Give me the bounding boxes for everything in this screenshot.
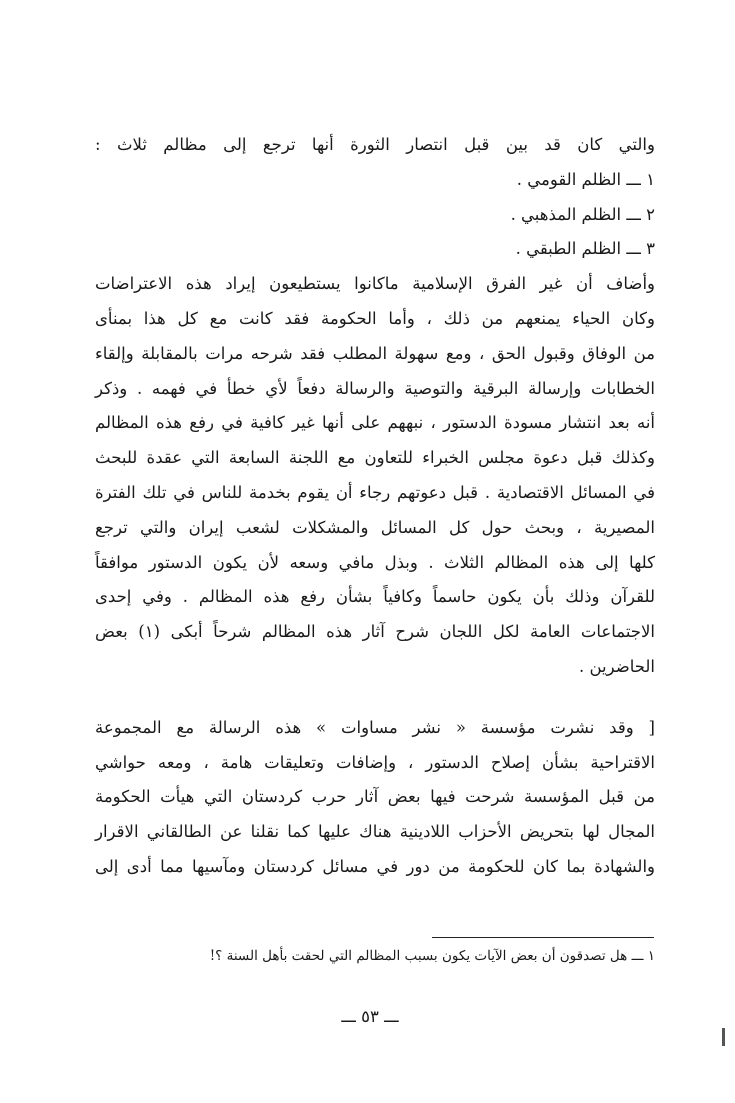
- text-line: وكان الحياء يمنعهم من ذلك ، وأما الحكومة فقد كانت مع كل هذا بمنأى: [95, 308, 655, 328]
- text-line: وأضاف أن غير الفرق الإسلامية ماكانوا يستطيعون إيراد هذه الاعتراضات: [95, 274, 655, 294]
- list-item-3: ٣ ـــ الظلم الطبقي .: [515, 239, 655, 259]
- footnote-divider: [432, 937, 654, 938]
- text-line: كلها إلى هذه المظالم الثلاث . وبذل مافي وسعه لأن يكون الدستور موافقاً: [95, 552, 655, 572]
- page-number: ـــ ٥٣ ـــ: [341, 1007, 399, 1026]
- footnote: ١ ـــ هل تصدقون أن بعض الآيات يكون بسبب المظالم التي لحقت بأهل السنة ؟!: [209, 948, 655, 964]
- text-line: في المسائل الاقتصادية . قبل دعوتهم رجاء أن يقوم بخدمة للناس في تلك الفترة: [95, 482, 655, 502]
- scan-edge-mark: [722, 1028, 725, 1046]
- paragraph-gap: [95, 685, 655, 711]
- text-line: المصيرية ، وبحث حول كل المسائل والمشكلات لشعب إيران والتي ترجع: [95, 517, 655, 537]
- text-line: من قبل المؤسسة شرحت فيها بعض آثار حرب كردستان التي هيأت الحكومة: [95, 787, 655, 807]
- text-line: والشهادة بما كان للحكومة من دور في مسائل كردستان ومآسيها مما أدى إلى: [95, 856, 655, 876]
- text-line: للقرآن وذلك بأن يكون حاسماً وكافياً بشأن رفع هذه المظالم . وفي إحدى: [95, 587, 655, 607]
- text-line: من الوفاق وقبول الحق ، ومع سهولة المطلب فقد شرحه مرات بالمقابلة وإلقاء: [95, 343, 655, 363]
- text-line: [ وقد نشرت مؤسسة « نشر مساوات » هذه الرسالة مع المجموعة: [95, 717, 655, 737]
- text-line: الاجتماعات العامة لكل اللجان شرح آثار هذه المظالم شرحاً أبكى (١) بعض: [95, 622, 656, 642]
- text-line: الاقتراحية بشأن إصلاح الدستور ، وإضافات وتعليقات هامة ، ومعه حواشي: [95, 752, 655, 772]
- body-text: [95, 128, 655, 885]
- text-line: الحاضرين .: [578, 656, 655, 676]
- text-line: المجال لها بتحريض الأحزاب اللادينية هناك عليها كما نقلنا عن الطالقاني الاقرار: [95, 822, 655, 842]
- text-line: والتي كان قد بين قبل انتصار الثورة أنها ترجع إلى مظالم ثلاث :: [95, 135, 655, 154]
- list-item-1: ١ ـــ الظلم القومي .: [516, 169, 655, 189]
- text-line: الخطابات وإرسالة البرقية والتوصية والرسالة دفعاً لأي خطأ في فهمه . وذكر: [95, 378, 655, 398]
- text-line: وكذلك قبل دعوة مجلس الخبراء للتعاون مع اللجنة السابعة التي عقدة للبحث: [95, 448, 655, 468]
- text-line: أنه بعد انتشار مسودة الدستور ، نبههم على أنها غير كافية في رفع هذه المظالم: [95, 413, 655, 433]
- list-item-2: ٢ ـــ الظلم المذهبي .: [510, 204, 655, 224]
